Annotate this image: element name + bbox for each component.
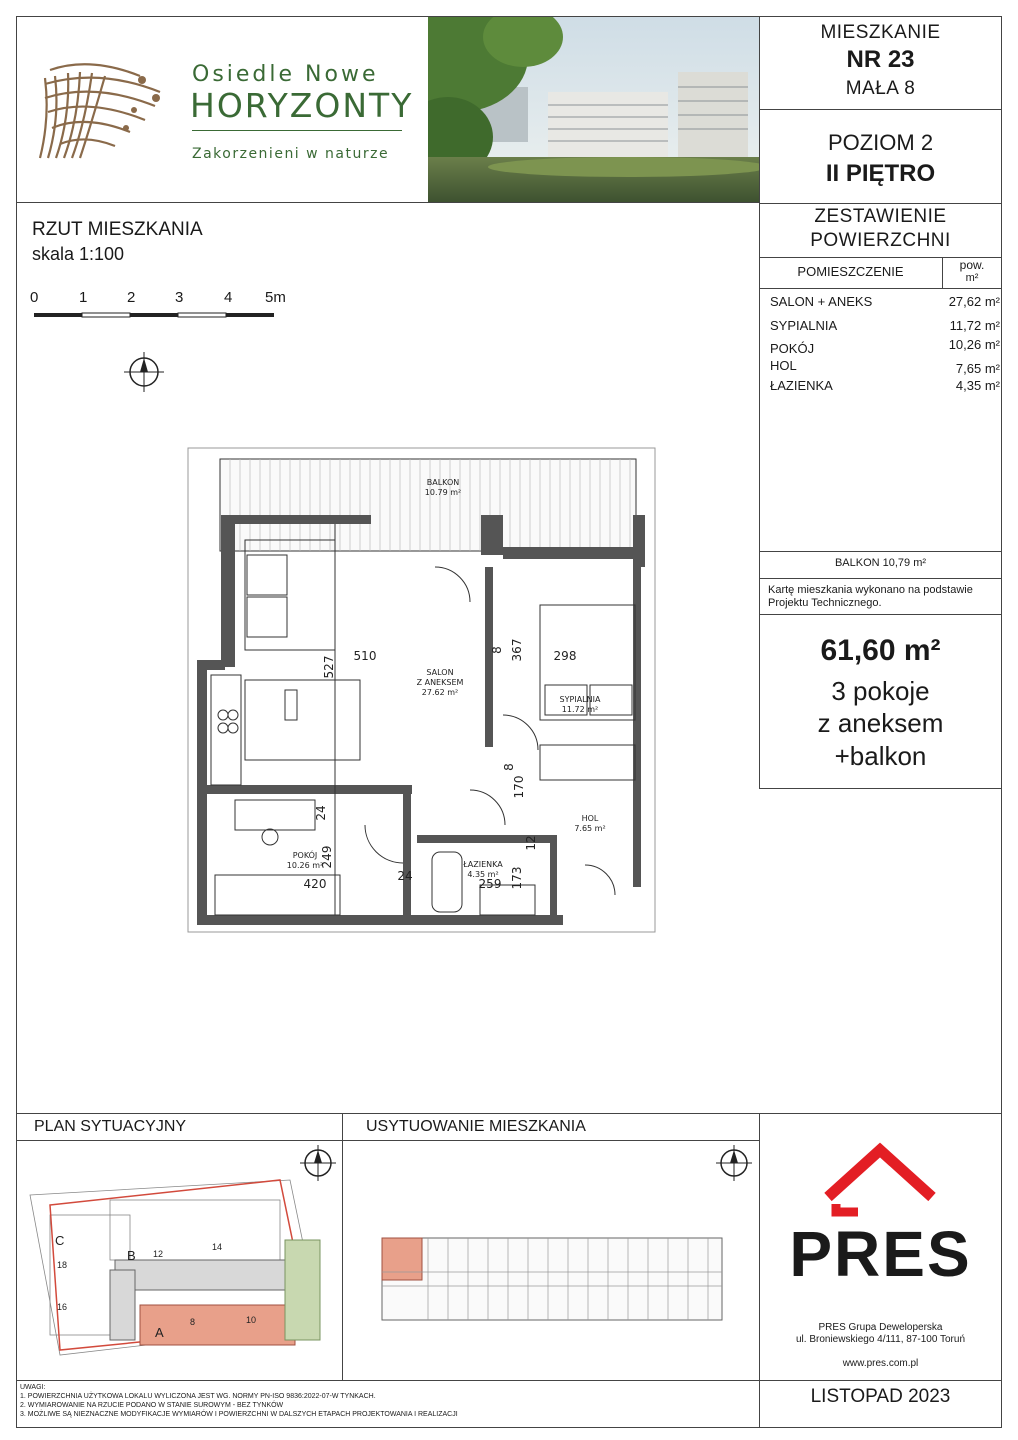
label-sypialnia-area: 11.72 m² [561,705,599,714]
label-lazienka: ŁAZIENKA [463,860,503,869]
room-area: 4,35 m² [955,378,1000,393]
site-plan-map [20,1175,338,1375]
label-hol: HOL [581,814,599,823]
room-area: 27,62 m² [948,294,1000,309]
location-title: USYTUOWANIE MIESZKANIA [366,1118,586,1135]
plan-title: RZUT MIESZKANIA [32,219,203,240]
label-sypialnia: SYPIALNIA [559,695,601,704]
building-number: 14 [212,1242,223,1252]
floor-label: II PIĘTRO [825,160,936,187]
dim: 298 [553,649,577,663]
summary-row [770,337,1000,356]
label-salon-area: 27.62 m² [421,688,459,697]
pres-roof-logo-icon [818,1142,943,1217]
label-pokoj: POKÓJ [292,851,318,860]
divider [759,203,1002,204]
scale-tick: 1 [79,289,88,306]
room-area: 7,65 m² [955,361,1000,376]
floor-plan [185,445,660,935]
summary-row [770,294,1000,309]
divider [759,551,1002,552]
divider [759,614,1002,615]
building-number: 10 [246,1315,257,1325]
room-name: SYPIALNIA [770,318,838,333]
developer-address: ul. Broniewskiego 4/111, 87-100 Toruń [796,1334,965,1345]
room-name: ŁAZIENKA [770,378,833,393]
note-text: Kartę mieszkania wykonano na podstawie Projektu Technicznego. [768,584,973,609]
divider [759,1380,1002,1381]
dim: 510 [353,649,377,663]
rooms-count: 3 pokoje [831,676,930,706]
site-plan-title: PLAN SYTUACYJNY [34,1118,187,1135]
dim: 367 [510,638,524,662]
summary-row [770,318,1000,333]
note-line: 3. MOŻLIWE SĄ NIEZNACZNE MODYFIKACJE WYMIARÓW I POWIERZCHNI W DALSZYCH ETAPACH PROJEKTOWANIA I REALIZACJI [20,1411,458,1418]
label-lazienka-area: 4.35 m² [467,870,499,879]
label-salon: SALON [426,668,454,677]
with-kitchen: z aneksem [817,708,944,738]
dim: 259 [478,877,502,891]
dim: 24 [314,805,328,821]
building-number: 16 [57,1302,68,1312]
summary-col-area-unit: m² [965,272,979,284]
note-line: 1. POWIERZCHNIA UŻYTKOWA LOKALU WYLICZONA JEST WG. NORMY PN-ISO 9836:2022-07-W TYNKACH. [20,1393,376,1400]
label-balkon: BALKON [426,478,460,487]
dim: 8 [490,646,504,654]
dim: 24 [397,869,413,883]
scale-tick: 0 [30,289,39,306]
building-number: 8 [190,1317,196,1327]
apartment-street: MAŁA 8 [845,78,916,99]
apartment-number: NR 23 [846,46,915,73]
scale-tick: 2 [127,289,136,306]
logo-underline [192,130,402,131]
north-arrow-icon [124,352,164,392]
divider [16,1380,760,1381]
building-a-label: A [155,1325,164,1340]
developer-website[interactable]: www.pres.com.pl [842,1358,919,1369]
divider [342,1113,343,1380]
dim: 173 [510,866,524,890]
building-floor-outline [378,1232,728,1324]
logo-title-line1: Osiedle Nowe [192,62,379,87]
summary-col-room: POMIESZCZENIE [797,264,904,279]
divider [16,1113,1002,1114]
total-area: 61,60 m² [820,634,941,667]
building-c-label: C [55,1233,65,1248]
label-balkon-area: 10.79 m² [424,488,462,497]
label-hol-area: 7.65 m² [574,824,606,833]
room-name: SALON + ANEKS [770,294,873,309]
dim: 8 [502,763,516,771]
north-arrow-icon [714,1145,754,1185]
building-number: 18 [57,1260,68,1270]
developer-name: PRES Grupa Deweloperska [818,1322,943,1333]
building-number: 12 [153,1249,164,1259]
summary-title-line2: POWIERZCHNI [810,230,951,251]
apartment-label: MIESZKANIE [820,22,941,43]
summary-col-area: pow. [959,258,985,272]
dim: 249 [320,845,334,869]
label-pokoj-area: 10.26 m² [286,861,324,870]
dim: 527 [322,655,336,679]
scale-tick: 5m [265,289,286,306]
logo-tagline: Zakorzenieni w naturze [192,146,390,162]
building-render-image [428,17,759,202]
scale-tick: 4 [224,289,233,306]
dim: 12 [524,835,538,851]
label-salon-2: Z ANEKSEM [416,678,464,687]
divider [16,1140,342,1141]
divider [759,109,1002,110]
tree-logo-icon [30,58,170,168]
room-area: 11,72 m² [949,318,1000,333]
room-name: POKÓJ [770,341,815,356]
scale-tick: 3 [175,289,184,306]
summary-title-line1: ZESTAWIENIE [814,206,947,227]
scale-bar [34,311,280,321]
dim: 420 [303,877,327,891]
building-b-label: B [127,1248,136,1263]
date-label: LISTOPAD 2023 [810,1386,951,1407]
level-label: POZIOM 2 [827,130,934,155]
room-name: HOL [770,358,797,373]
dim: 170 [512,775,526,799]
room-area: 10,26 m² [948,337,1000,352]
notes-title: UWAGI: [20,1384,46,1391]
divider [759,578,1002,579]
summary-row [770,358,1000,376]
logo-title-line2: HORYZONTY [190,86,414,125]
pres-brand: PRES [789,1218,972,1290]
balcony-area: BALKON 10,79 m² [834,557,927,569]
plan-scale: skala 1:100 [32,244,125,264]
with-balcony: +balkon [834,741,927,771]
note-line: 2. WYMIAROWANIE NA RZUCIE PODANO W STANIE SUROWYM - BEZ TYNKÓW [20,1402,284,1409]
divider [342,1140,759,1141]
notes [20,1383,750,1419]
summary-row [770,378,1000,393]
